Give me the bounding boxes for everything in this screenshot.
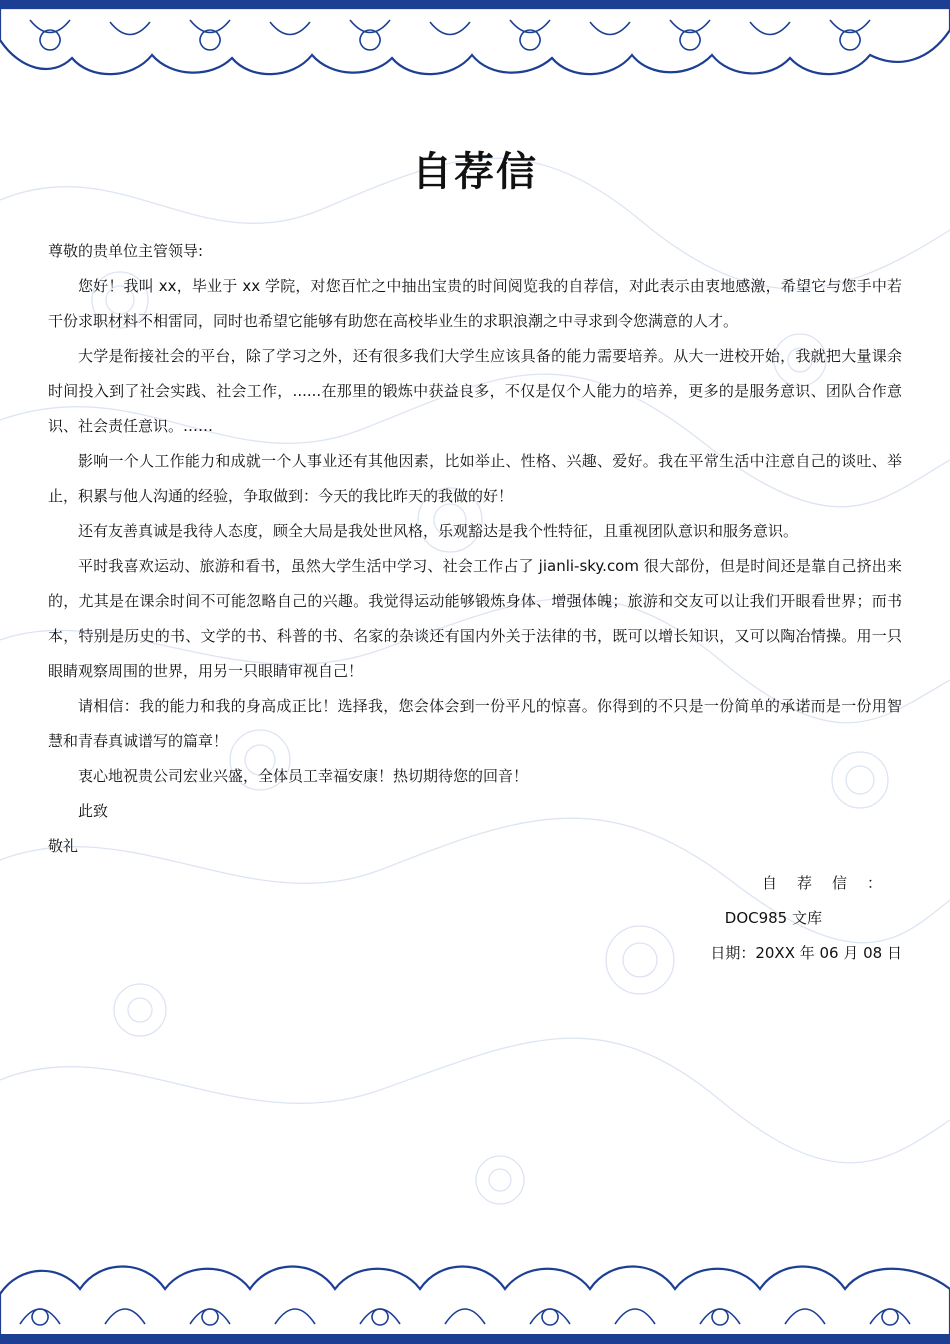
bottom-wave-border [0, 1254, 950, 1344]
letter-date: 日期：20XX 年 06 月 08 日 [710, 944, 902, 962]
paragraph: 大学是衔接社会的平台，除了学习之外，还有很多我们大学生应该具备的能力需要培养。从大一进校开始，我就把大量课余时间投入到了社会实践、社会工作，......在那里的锻炼中获益良多，不仅是仅个人能力的培养，更多的是服务意识、团队合作意识、社会责任意识。…… [48, 347, 902, 435]
paragraph: 平时我喜欢运动、旅游和看书，虽然大学生活中学习、社会工作占了 jianli-sky.com 很大部份，但是时间还是靠自己挤出来的，尤其是在课余时间不可能忽略自己的兴趣。我觉得运动能够锻炼身体、增强体魄；旅游和交友可以让我们开眼看世界；而书本，特别是历史的书、文学的书、科普的书、名家的杂谈还有国内外关于法律的书，既可以增长知识，又可以陶冶情操。用一只眼睛观察周围的世界，用另一只眼睛审视自己！ [48, 557, 902, 680]
salutation: 尊敬的贵单位主管领导: [48, 242, 204, 260]
paragraph: 还有友善真诚是我待人态度，顾全大局是我处世风格，乐观豁达是我个性特征，且重视团队意识和服务意识。 [78, 522, 799, 540]
page-title: 自荐信 [412, 149, 538, 195]
closing-line-2: 敬礼 [48, 837, 79, 855]
paragraph: 影响一个人工作能力和成就一个人事业还有其他因素，比如举止、性格、兴趣、爱好。我在平常生活中注意自己的谈吐、举止，积累与他人沟通的经验，争取做到：今天的我比昨天的我做的好！ [48, 452, 902, 505]
signature-label: 自荐信： [761, 874, 902, 892]
closing-line-1: 此致 [78, 802, 109, 820]
signature-name: DOC985 文库 [724, 909, 822, 927]
paragraph: 请相信：我的能力和我的身高成正比！选择我，您会体会到一份平凡的惊喜。你得到的不只是一份简单的承诺而是一份用智慧和青春真诚谱写的篇章！ [48, 697, 902, 750]
letter-body [48, 269, 902, 864]
paragraph: 您好！我叫 xx，毕业于 xx 学院，对您百忙之中抽出宝贵的时间阅览我的自荐信，对此表示由衷地感激，希望它与您手中若干份求职材料不相雷同，同时也希望它能够有助您在高校毕业生的求职浪潮之中寻求到令您满意的人才。 [48, 277, 902, 330]
top-wave-border [0, 0, 950, 80]
paragraph: 衷心地祝贵公司宏业兴盛，全体员工幸福安康！热切期待您的回音！ [78, 767, 529, 785]
